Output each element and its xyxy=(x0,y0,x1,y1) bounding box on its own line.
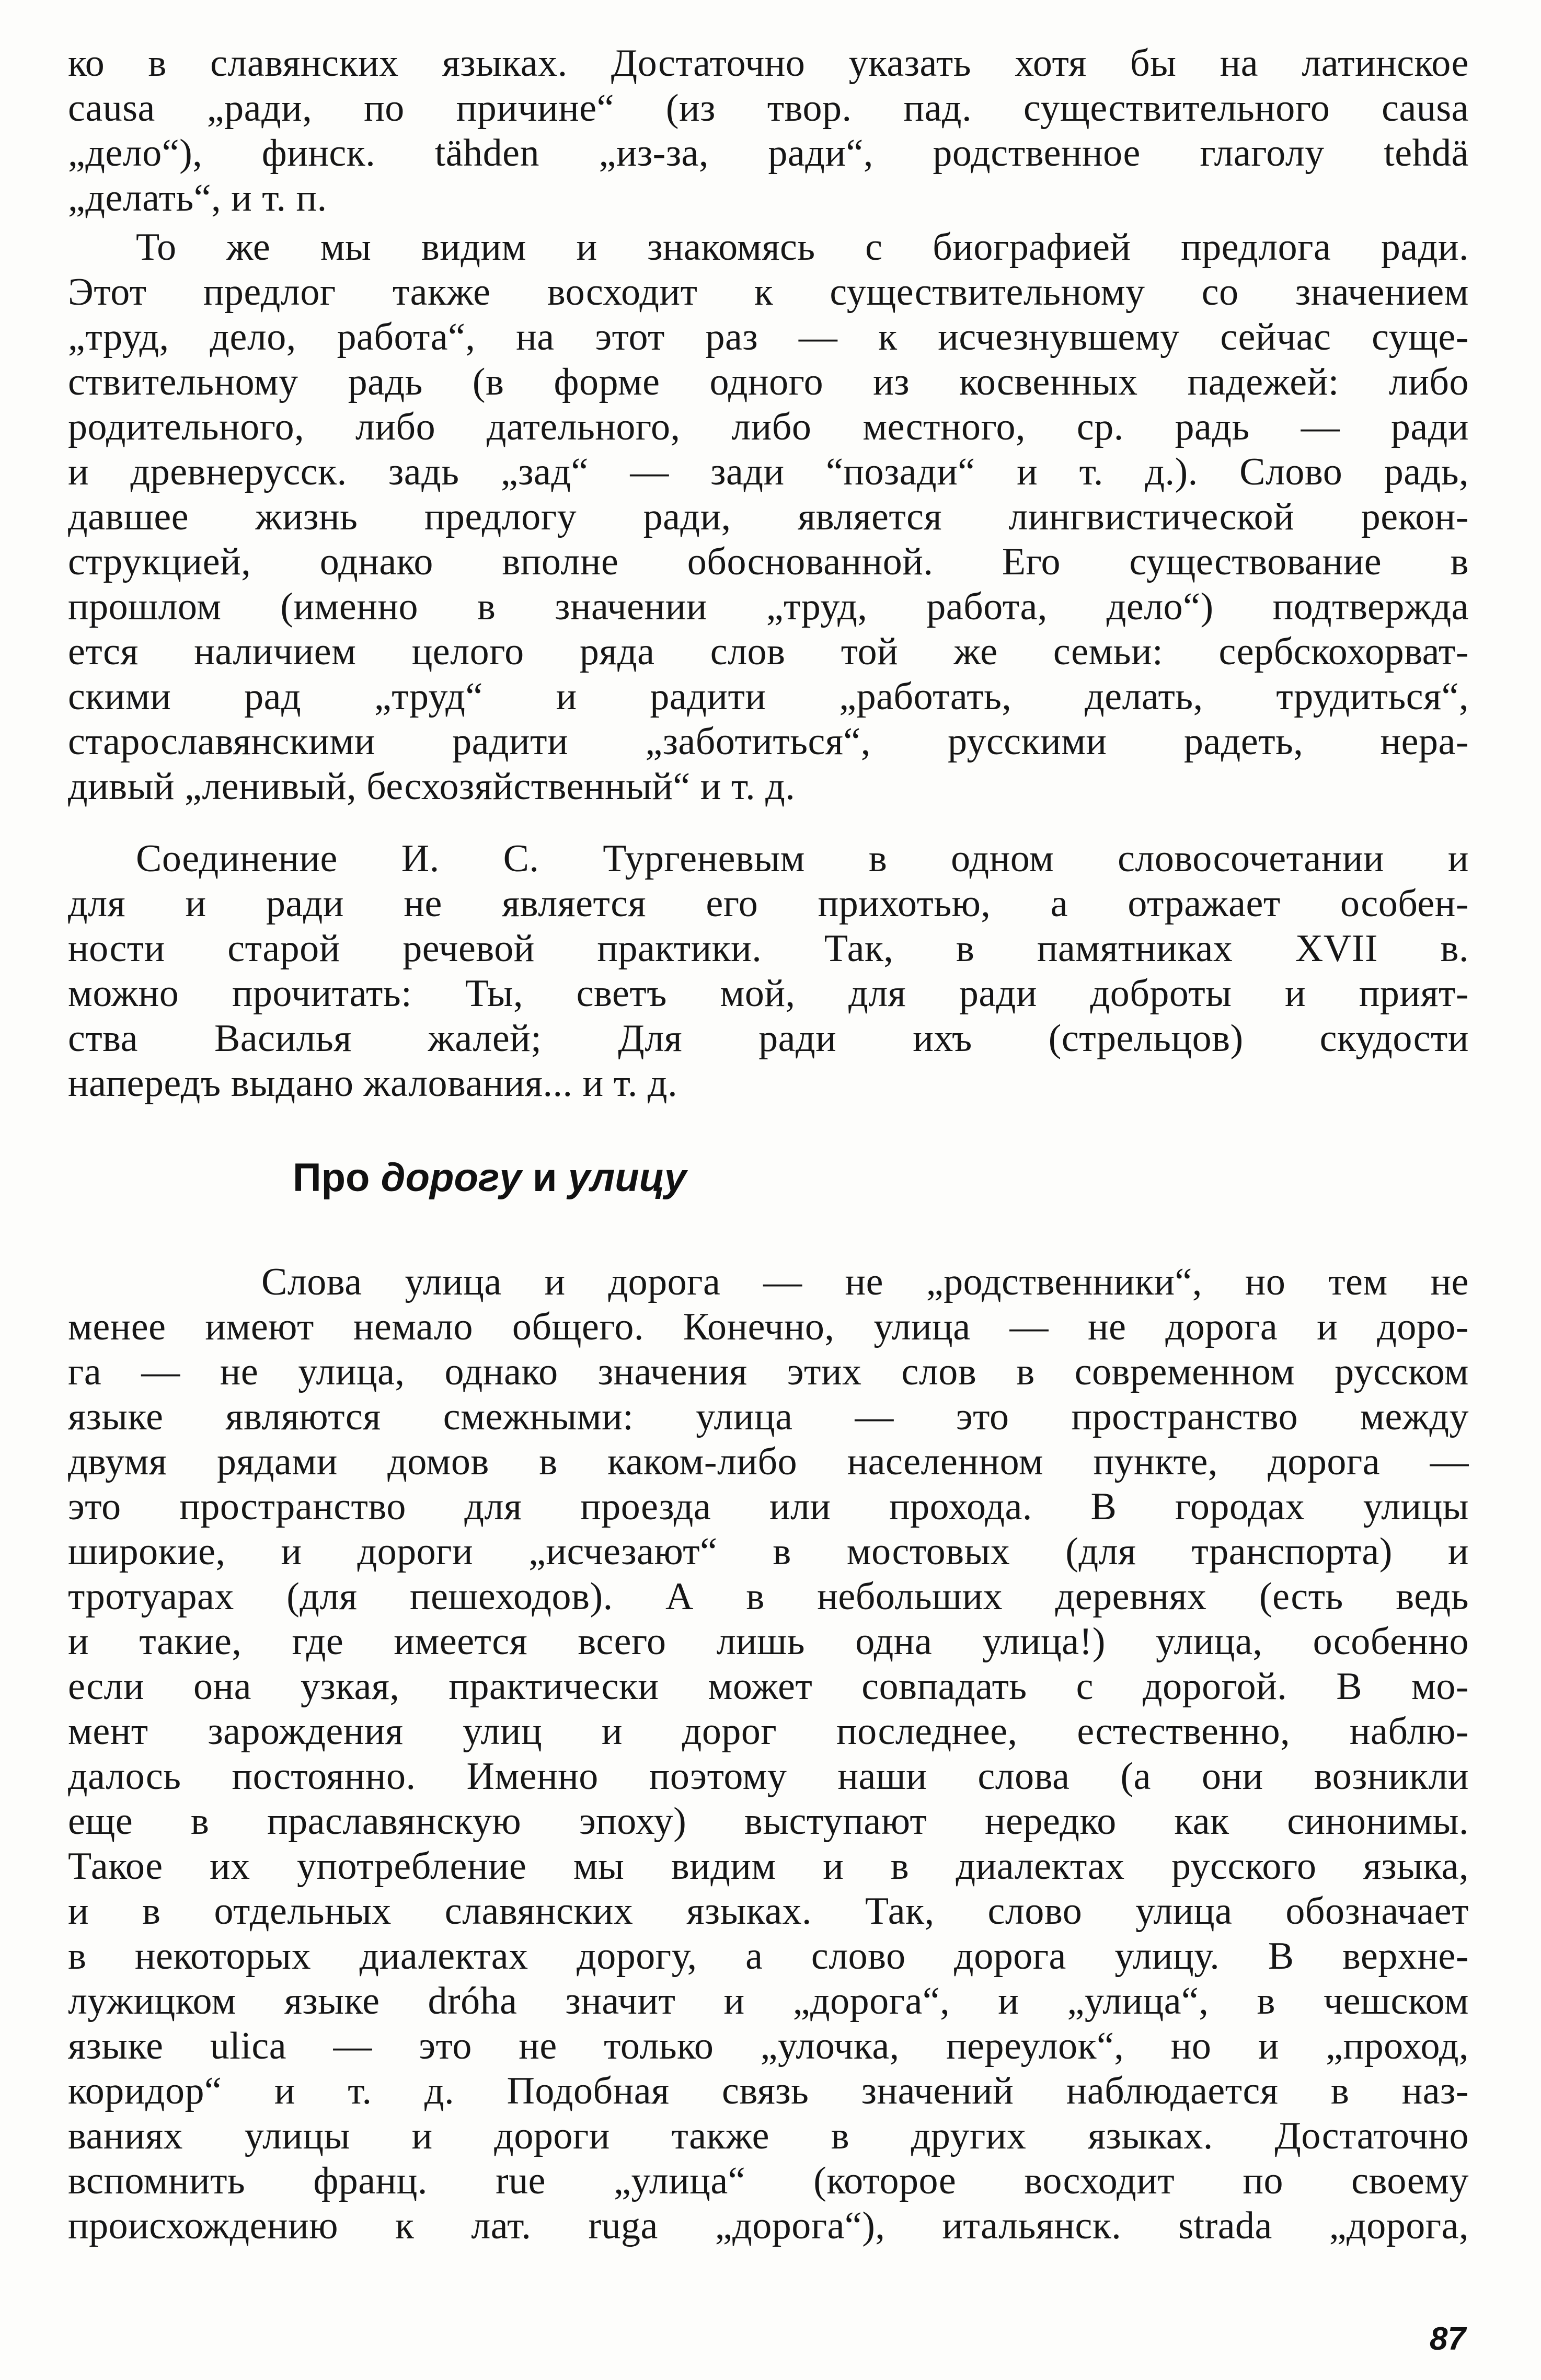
text-line: языке ulica — это не только „улочка, переулок“, но и „проход, xyxy=(68,2025,1469,2067)
paragraph-radi-biography xyxy=(68,225,1469,809)
text-line: ко в славянских языках. Достаточно указать хотя бы на латинское xyxy=(68,42,1469,85)
paragraph-road-and-street xyxy=(68,1260,1469,2248)
text-line: ствительному радь (в форме одного из косвенных падежей: либо xyxy=(68,361,1469,403)
text-line: давшее жизнь предлогу ради, является лингвистической рекон- xyxy=(68,495,1469,538)
text-line: широкие, и дороги „исчезают“ в мостовых (для транспорта) и xyxy=(68,1530,1469,1573)
heading-prefix: Про xyxy=(293,1156,370,1200)
heading-word-street: улицу xyxy=(568,1156,687,1200)
text-line: ности старой речевой практики. Так, в памятниках XVII в. xyxy=(68,927,1469,970)
text-line: прошлом (именно в значении „труд, работа, дело“) подтвержда xyxy=(68,585,1469,628)
text-line: можно прочитать: Ты, светъ мой, для ради доброты и прият- xyxy=(68,972,1469,1015)
text-line: это пространство для проезда или прохода. В городах улицы xyxy=(68,1485,1469,1528)
text-line: и в отдельных славянских языках. Так, слово улица обозначает xyxy=(68,1890,1469,1933)
section-heading xyxy=(293,1155,686,1200)
text-line: Слова улица и дорога — не „родственники“, но тем не xyxy=(261,1261,1469,1303)
text-line: Такое их употребление мы видим и в диалектах русского языка, xyxy=(68,1845,1469,1888)
text-line: Соединение И. С. Тургеневым в одном словосочетании и xyxy=(136,837,1469,880)
text-line: ства Василья жалей; Для ради ихъ (стрельцов) скудости xyxy=(68,1017,1469,1060)
heading-conjunction: и xyxy=(532,1156,557,1200)
text-line: родительного, либо дательного, либо местного, ср. радь — ради xyxy=(68,406,1469,448)
text-line: если она узкая, практически может совпадать с дорогой. В мо- xyxy=(68,1665,1469,1708)
page-number: 87 xyxy=(1430,2321,1466,2357)
text-line: струкцией, однако вполне обоснованной. Его существование в xyxy=(68,540,1469,583)
heading-word-road: дорогу xyxy=(381,1156,522,1200)
text-line: менее имеют немало общего. Конечно, улица — не дорога и доро- xyxy=(68,1305,1469,1348)
text-line: То же мы видим и знакомясь с биографией предлога ради. xyxy=(136,226,1469,269)
text-line: „делать“, и т. п. xyxy=(68,177,327,219)
text-line: двумя рядами домов в каком-либо населенном пункте, дорога — xyxy=(68,1440,1469,1483)
text-line: causa „ради, по причине“ (из твор. пад. существительного causa xyxy=(68,87,1469,130)
paragraph-continuation xyxy=(68,41,1469,221)
text-line: языке являются смежными: улица — это пространство между xyxy=(68,1395,1469,1438)
text-line: дивый „ленивый, бесхозяйственный“ и т. д. xyxy=(68,765,796,808)
text-line: ваниях улицы и дороги также в других языках. Достаточно xyxy=(68,2115,1469,2157)
text-line: напередъ выдано жалования... и т. д. xyxy=(68,1062,678,1105)
text-line: га — не улица, однако значения этих слов в современном русском xyxy=(68,1350,1469,1393)
text-line: для и ради не является его прихотью, а отражает особен- xyxy=(68,882,1469,925)
text-line: Этот предлог также восходит к существительному со значением xyxy=(68,271,1469,314)
text-line: „дело“), финск. tähden „из-за, ради“, родственное глаголу tehdä xyxy=(68,132,1469,175)
text-line: происхождению к лат. ruga „дорога“), итальянск. strada „дорога, xyxy=(68,2204,1469,2247)
text-line: старославянскими радити „заботиться“, русскими радеть, нера- xyxy=(68,720,1469,763)
text-line: лужицком языке dróha значит и „дорога“, и „улица“, в чешском xyxy=(68,1980,1469,2023)
text-line: ется наличием целого ряда слов той же семьи: сербскохорват- xyxy=(68,630,1469,673)
text-line: скими рад „труд“ и радити „работать, делать, трудиться“, xyxy=(68,675,1469,718)
paragraph-turgenev xyxy=(68,836,1469,1106)
text-line: коридор“ и т. д. Подобная связь значений наблюдается в наз- xyxy=(68,2070,1469,2112)
text-line: и такие, где имеется всего лишь одна улица!) улица, особенно xyxy=(68,1620,1469,1663)
text-line: в некоторых диалектах дорогу, а слово дорога улицу. В верхне- xyxy=(68,1935,1469,1978)
text-line: и древнерусск. задь „зад“ — зади “позади“ и т. д.). Слово радь, xyxy=(68,450,1469,493)
text-line: далось постоянно. Именно поэтому наши слова (а они возникли xyxy=(68,1755,1469,1798)
text-line: еще в праславянскую эпоху) выступают нередко как синонимы. xyxy=(68,1800,1469,1843)
text-line: вспомнить франц. rue „улица“ (которое восходит по своему xyxy=(68,2159,1469,2202)
text-line: мент зарождения улиц и дорог последнее, естественно, наблю- xyxy=(68,1710,1469,1753)
text-line: „труд, дело, работа“, на этот раз — к исчезнувшему сейчас суще- xyxy=(68,316,1469,359)
text-line: тротуарах (для пешеходов). А в небольших деревнях (есть ведь xyxy=(68,1575,1469,1618)
